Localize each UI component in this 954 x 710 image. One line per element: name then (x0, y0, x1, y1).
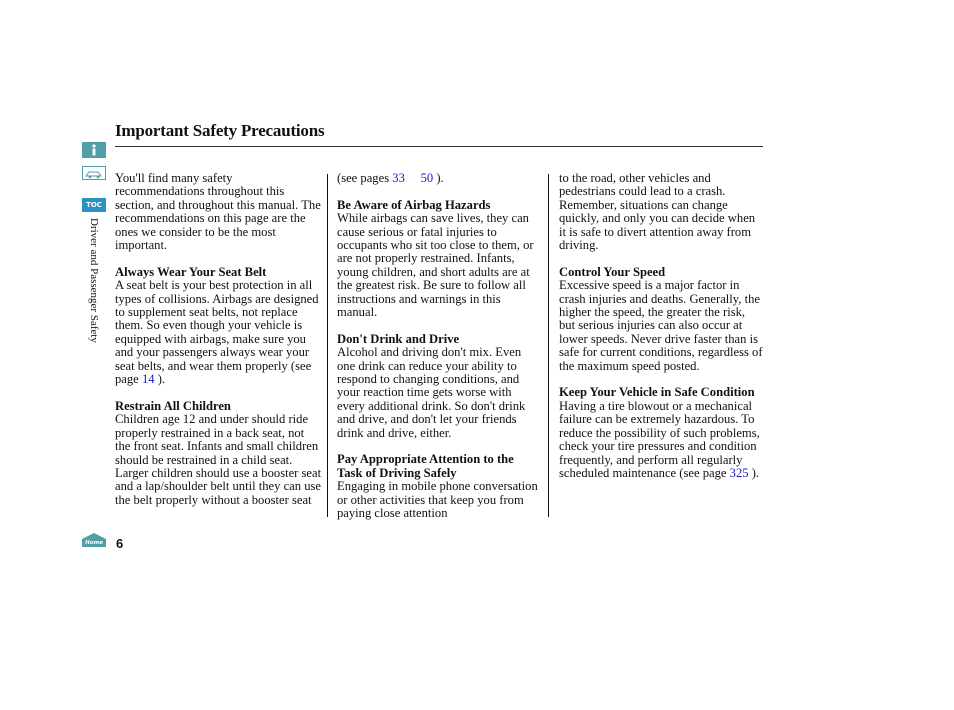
column-1 (115, 172, 322, 507)
continued-paragraph: to the road, other vehicles and pedestrians could lead to a crash. Remember, situations can change quickly, and only you can decide when it is safe to divert attention away from driving. (559, 171, 756, 253)
see-pages-text: (see pages (337, 171, 390, 185)
safe-condition-text: Having a tire blowout or a mechanical failure can be extremely hazardous. To reduce the possibility of such problems, check your tire pressures and condition frequently, and perform all regularly scheduled maintenance (see page (559, 398, 760, 480)
section-vertical-label: Driver and Passenger Safety (88, 218, 100, 343)
heading-seat-belt: Always Wear Your Seat Belt (115, 264, 267, 279)
control-speed-paragraph: Excessive speed is a major factor in crash injuries and deaths. Generally, the higher the speed, the greater the risk, but serious injuries can also occur at lower speeds. Never drive faster than is safe for current conditions, regardless of the maximum speed posted. (559, 278, 763, 373)
dont-drink-paragraph: Alcohol and driving don't mix. Even one drink can reduce your ability to respond to changing conditions, and your reaction time gets worse with every additional drink. So don't drink and drive, and don't let your friends drink and drive, either. (337, 345, 526, 440)
safe-condition-end: ). (751, 465, 760, 480)
column-divider-2 (548, 174, 549, 517)
page-link-14[interactable]: 14 (141, 372, 155, 387)
airbag-hazards-paragraph: While airbags can save lives, they can cause serious or fatal injuries to occupants who sit too close to them, or are not properly restrained. Infants, young children, and short adults are at the greatest risk. Be sure to follow all instructions and warnings in this manual. (337, 211, 534, 320)
car-glyph-icon (83, 168, 105, 180)
continued-reference (337, 172, 541, 185)
see-pages-end: ). (436, 171, 444, 185)
page-link-33[interactable]: 33 (392, 171, 405, 185)
car-icon[interactable] (82, 166, 106, 180)
home-icon[interactable] (81, 532, 107, 548)
heading-restrain-children: Restrain All Children (115, 398, 231, 413)
heading-airbag-hazards: Be Aware of Airbag Hazards (337, 197, 491, 212)
heading-control-speed: Control Your Speed (559, 264, 666, 279)
heading-pay-attention: Pay Appropriate Attention to the Task of Driving Safely (337, 452, 514, 480)
page-link-325[interactable]: 325 (729, 465, 749, 480)
restrain-children-paragraph: Children age 12 and under should ride properly restrained in a back seat, not the front seat. Infants and small children should be restrained in a child seat. Larger children should use a booster seat and a lap/shoulder belt until they can use the belt properly without a booster seat (115, 412, 322, 507)
page-title: Important Safety Precautions (115, 121, 325, 140)
seat-belt-text: A seat belt is your best protection in all types of collisions. Airbags are designed to supplement seat belts, not replace them. So even though your vehicle is equipped with airbags, make sure you and your passengers always wear your seat belts, and wear them properly (see page (115, 278, 319, 387)
intro-paragraph: You'll find many safety recommendations throughout this section, and throughout this manual. The recommendations on this page are the ones we consider to be the most important. (115, 171, 321, 253)
safe-condition-paragraph (559, 400, 764, 480)
seat-belt-end: ). (157, 372, 166, 387)
home-label: Home (85, 540, 103, 546)
page-number: 6 (116, 536, 124, 551)
seat-belt-paragraph (115, 279, 322, 386)
column-divider-1 (327, 174, 328, 517)
toc-button[interactable]: TOC (82, 198, 106, 212)
pay-attention-paragraph: Engaging in mobile phone conversation or other activities that keep you from paying close attention (337, 479, 538, 521)
heading-safe-condition: Keep Your Vehicle in Safe Condition (559, 385, 755, 400)
info-glyph-icon (82, 142, 106, 158)
column-2 (337, 172, 541, 521)
info-icon[interactable] (82, 142, 106, 158)
column-3 (559, 172, 764, 480)
heading-dont-drink: Don't Drink and Drive (337, 331, 460, 346)
page-link-50[interactable]: 50 (420, 171, 434, 185)
title-divider (115, 146, 763, 147)
